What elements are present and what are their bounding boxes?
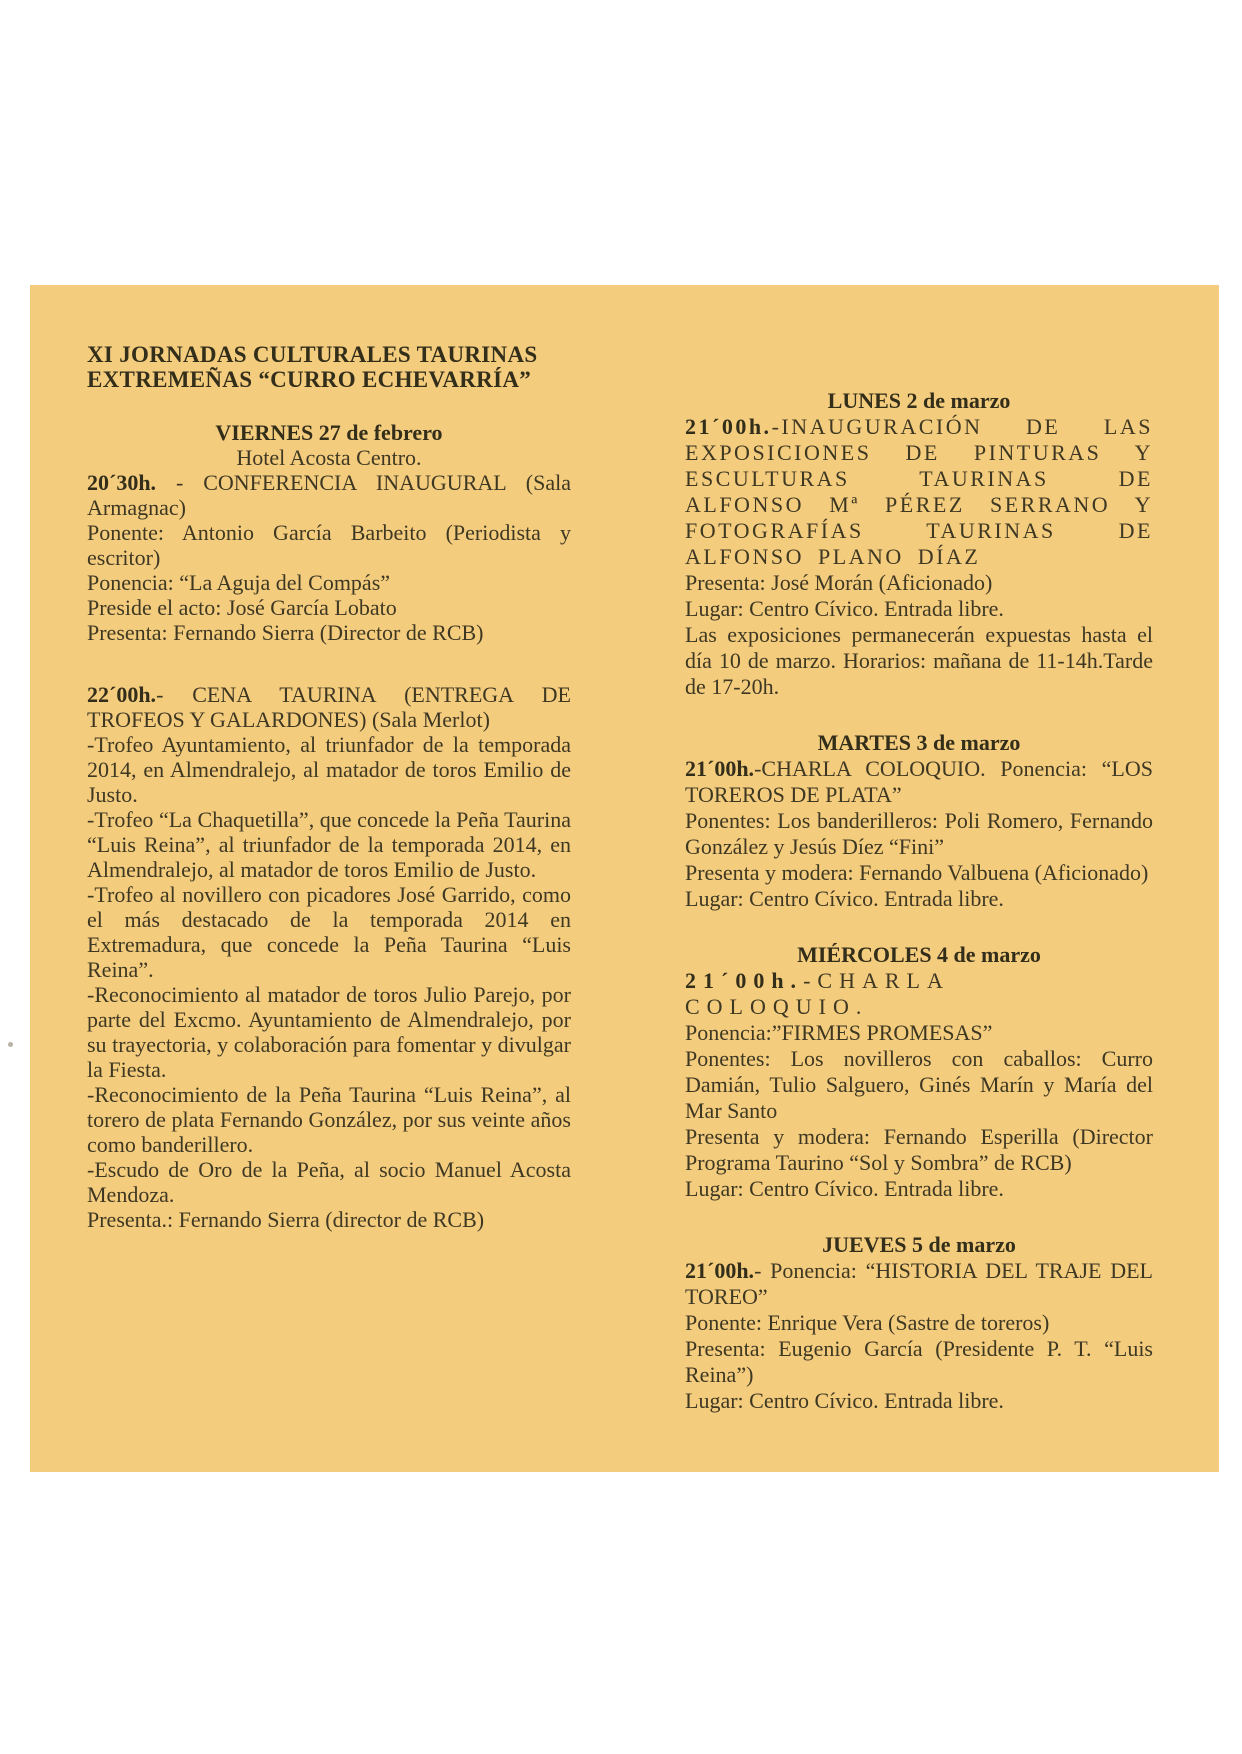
event-title: -CHARLA COLOQUIO. Ponencia: “LOS TOREROS DE PLATA” [685, 756, 1153, 807]
event-paragraph [685, 968, 1153, 1020]
detail-line: -Reconocimiento de la Peña Taurina “Luis Reina”, al torero de plata Fernando González, por sus veinte años como banderillero. [87, 1082, 571, 1157]
detail-line: Preside el acto: José García Lobato [87, 595, 397, 620]
detail-line: Ponencia: “La Aguja del Compás” [87, 570, 391, 595]
event-paragraph [685, 756, 1153, 808]
detail-line: -Reconocimiento al matador de toros Julio Parejo, por parte del Excmo. Ayuntamiento de Almendralejo, por su trayectoria, y colaboración para fomentar y divulgar la Fiesta. [87, 982, 571, 1082]
event-time: 21´00h. [685, 414, 772, 439]
scan-artifact-dot [8, 1042, 13, 1047]
detail-line: Las exposiciones permanecerán expuestas hasta el día 10 de marzo. Horarios: mañana de 11-14h.Tarde de 17-20h. [685, 622, 1153, 699]
detail-line: Presenta: Eugenio García (Presidente P. T. “Luis Reina”) [685, 1336, 1153, 1387]
detail-line: Presenta.: Fernando Sierra (director de RCB) [87, 1207, 485, 1232]
venue-line: Hotel Acosta Centro. [236, 445, 422, 470]
event-time: 20´30h. [87, 470, 157, 495]
event-paragraph [87, 470, 571, 520]
detail-line: -Trofeo al novillero con picadores José Garrido, como el más destacado de la temporada 2014 en Extremadura, que concede la Peña Taurina “Luis Reina”. [87, 882, 571, 982]
day-heading-jueves: JUEVES 5 de marzo [822, 1232, 1016, 1257]
detail-line: Presenta y modera: Fernando Valbuena (Aficionado) [685, 860, 1149, 885]
detail-line: Lugar: Centro Cívico. Entrada libre. [685, 1176, 1004, 1201]
event-title: - Ponencia: “HISTORIA DEL TRAJE DEL TOREO” [685, 1258, 1153, 1309]
event-title: -CHARLA COLOQUIO. [685, 968, 950, 1019]
detail-line: Lugar: Centro Cívico. Entrada libre. [685, 1388, 1004, 1413]
detail-line: Presenta: José Morán (Aficionado) [685, 570, 993, 595]
event-paragraph [87, 682, 571, 732]
detail-line: Presenta y modera: Fernando Esperilla (Director Programa Taurino “Sol y Sombra” de RCB) [685, 1124, 1153, 1175]
event-paragraph [685, 414, 1153, 570]
section-jueves [685, 1232, 1153, 1414]
detail-line: Ponentes: Los novilleros con caballos: Curro Damián, Tulio Salguero, Ginés Marín y María del Mar Santo [685, 1046, 1153, 1123]
section-lunes [685, 388, 1153, 700]
detail-line: Ponentes: Los banderilleros: Poli Romero, Fernando González y Jesús Díez “Fini” [685, 808, 1153, 859]
detail-line: Ponencia:”FIRMES PROMESAS” [685, 1020, 993, 1045]
event-time: 22´00h. [87, 682, 157, 707]
detail-line: -Trofeo “La Chaquetilla”, que concede la Peña Taurina “Luis Reina”, al triunfador de la temporada 2014, en Almendralejo, al matador de toros Emilio de Justo. [87, 807, 571, 882]
doc-title-line-2: EXTREMEÑAS “CURRO ECHEVARRÍA” [87, 367, 532, 392]
day-heading-martes: MARTES 3 de marzo [817, 730, 1021, 755]
day-heading-viernes: VIERNES 27 de febrero [215, 420, 443, 445]
doc-title-line-1: XI JORNADAS CULTURALES TAURINAS [87, 342, 538, 367]
paper [30, 285, 1219, 1472]
event-title: -INAUGURACIÓN DE LAS EXPOSICIONES DE PINTURAS Y ESCULTURAS TAURINAS DE ALFONSO Mª PÉREZ SERRANO Y FOTOGRAFÍAS TAURINAS DE ALFONSO PLANO DÍAZ [685, 414, 1153, 569]
day-heading-miercoles: MIÉRCOLES 4 de marzo [797, 942, 1041, 967]
detail-line: -Trofeo Ayuntamiento, al triunfador de la temporada 2014, en Almendralejo, al matador de toros Emilio de Justo. [87, 732, 571, 807]
event-title: - CONFERENCIA INAUGURAL (Sala Armagnac) [87, 470, 571, 520]
detail-line: Ponente: Enrique Vera (Sastre de toreros) [685, 1310, 1050, 1335]
detail-line: Lugar: Centro Cívico. Entrada libre. [685, 886, 1004, 911]
event-time: 21´00h. [685, 756, 755, 781]
detail-line: Ponente: Antonio García Barbeito (Periodista y escritor) [87, 520, 571, 570]
detail-line: Presenta: Fernando Sierra (Director de RCB) [87, 620, 484, 645]
detail-line: Lugar: Centro Cívico. Entrada libre. [685, 596, 1004, 621]
event-title: - CENA TAURINA (ENTREGA DE TROFEOS Y GALARDONES) (Sala Merlot) [87, 682, 571, 732]
left-column [87, 342, 571, 1232]
section-martes [685, 730, 1153, 912]
day-heading-lunes: LUNES 2 de marzo [827, 388, 1011, 413]
event-paragraph [685, 1258, 1153, 1310]
right-column [685, 388, 1153, 1414]
event-time: 21´00h. [685, 1258, 755, 1283]
section-miercoles [685, 942, 1153, 1202]
event-time: 21´00h. [685, 968, 804, 993]
detail-line: -Escudo de Oro de la Peña, al socio Manuel Acosta Mendoza. [87, 1157, 571, 1207]
